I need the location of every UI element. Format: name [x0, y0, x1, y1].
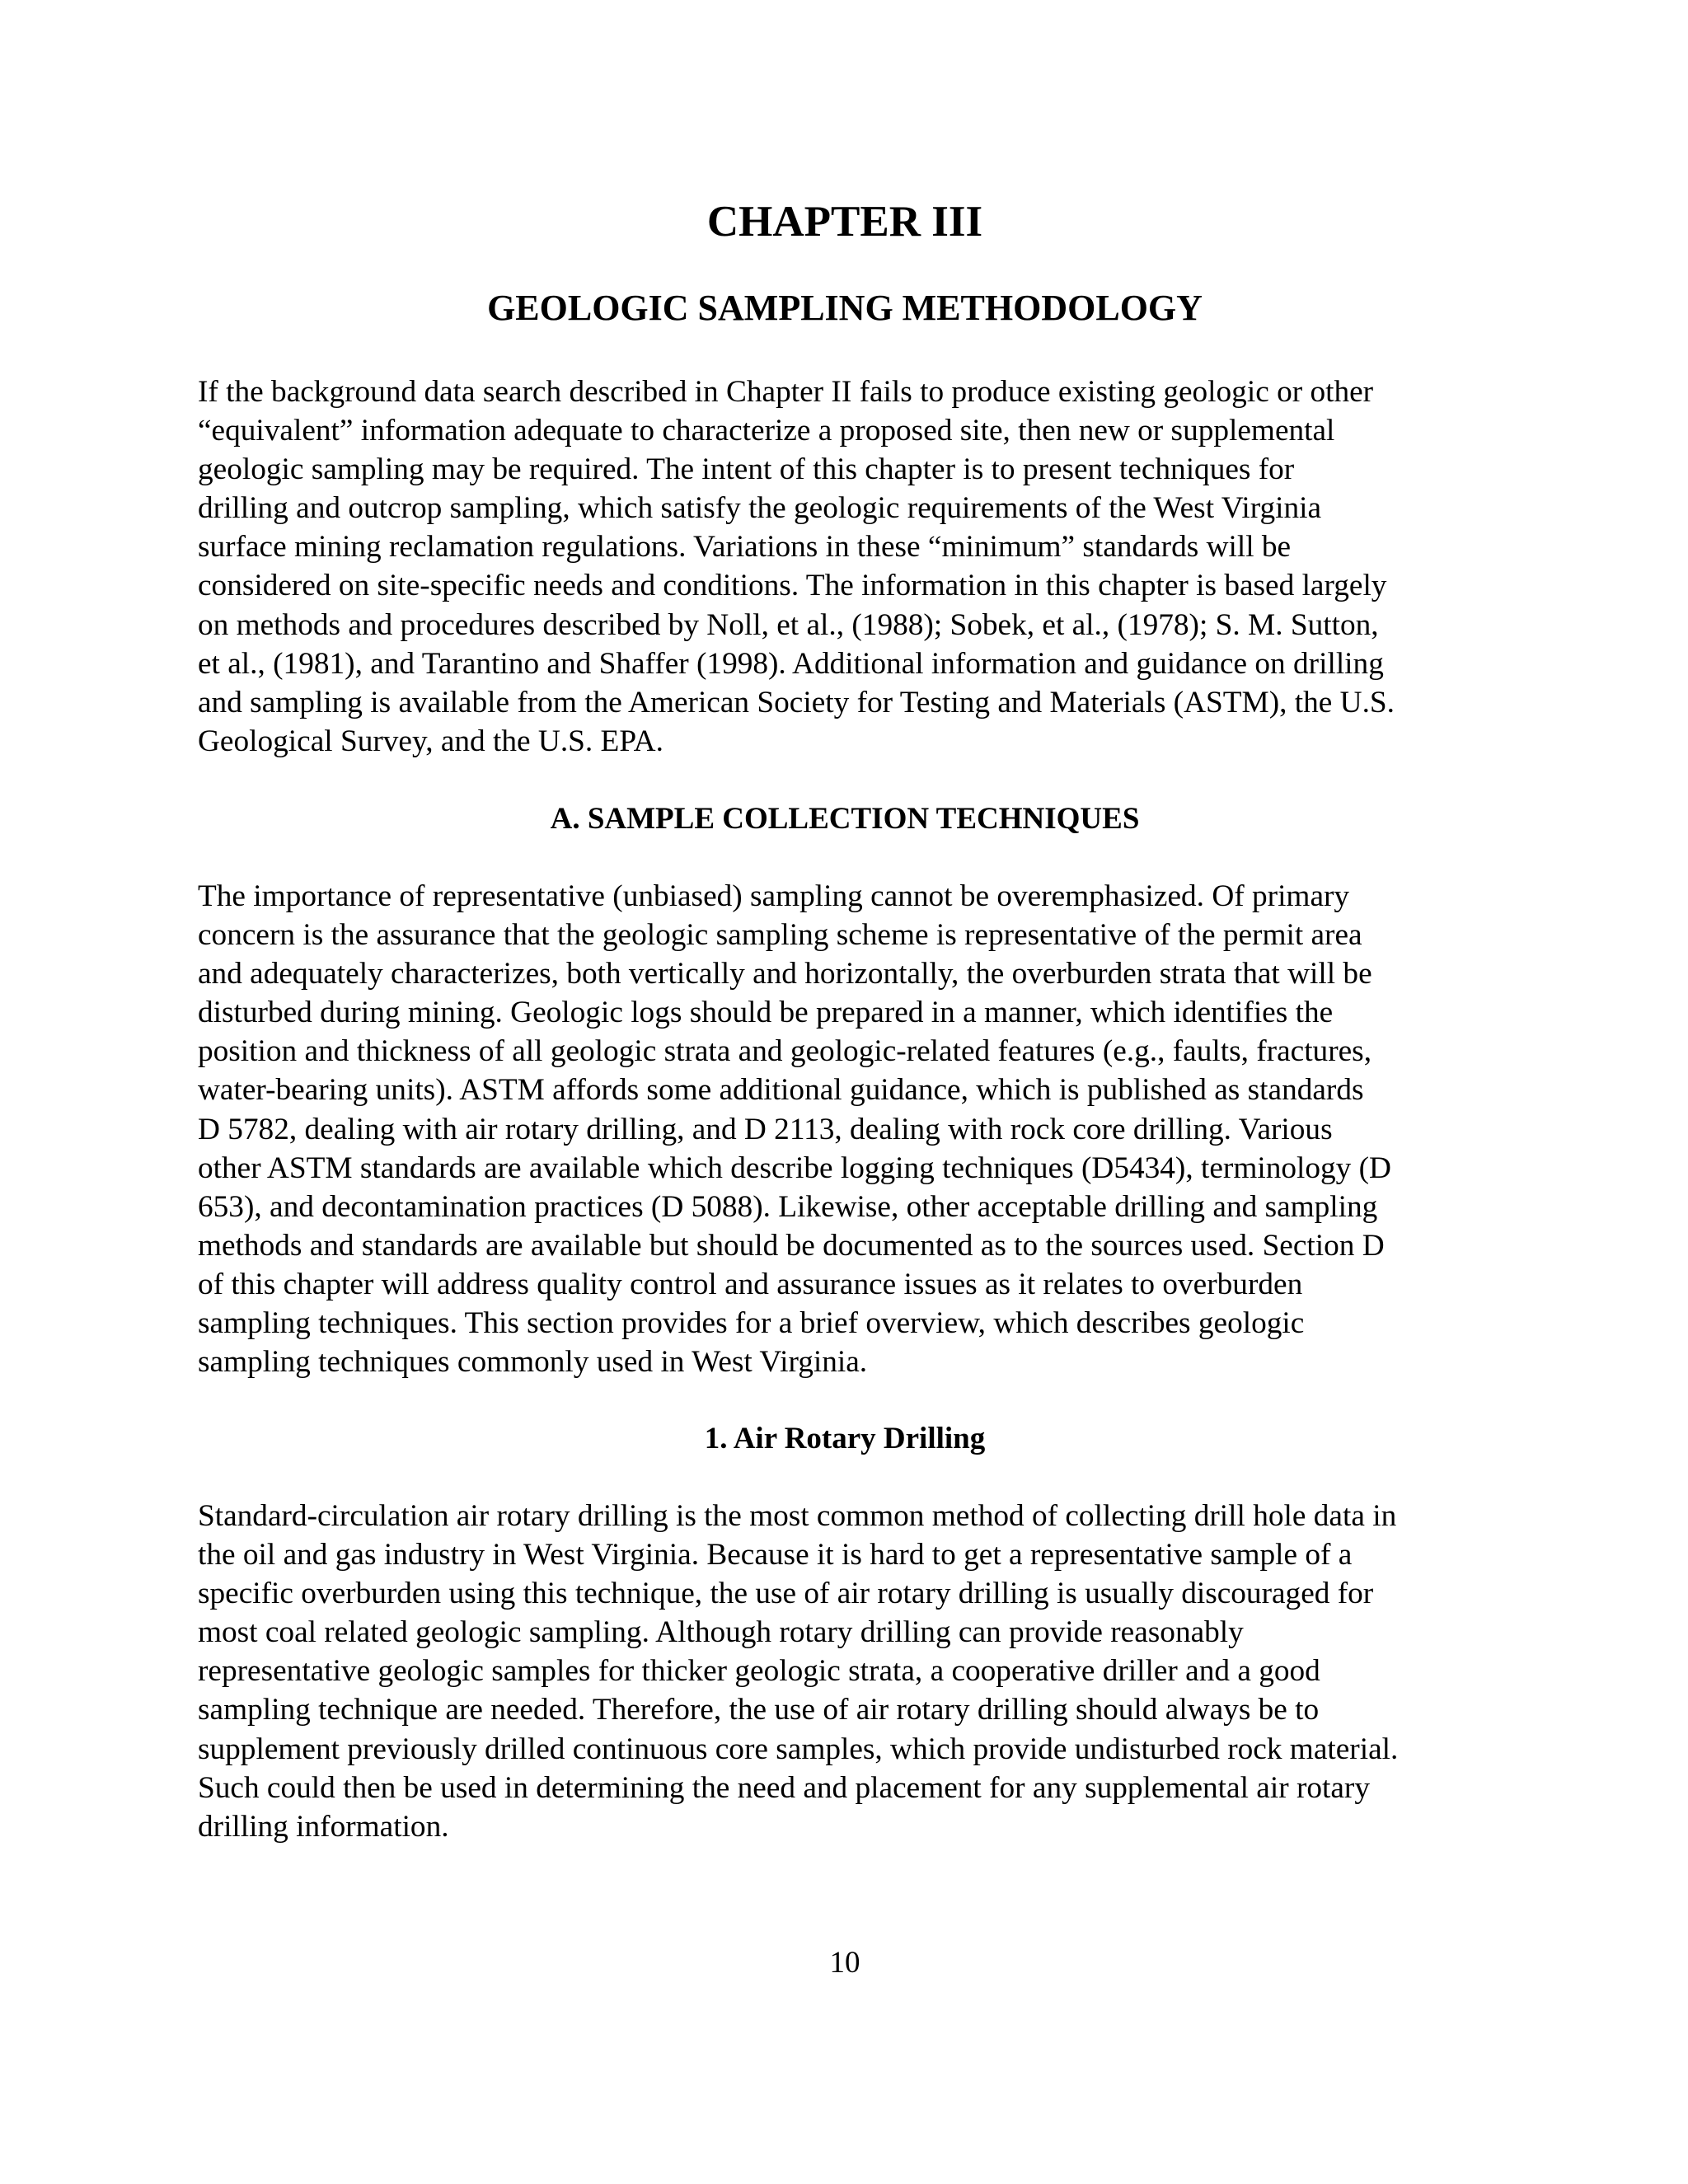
section-1-paragraph: [198, 1497, 1492, 1846]
intro-line: drilling and outcrop sampling, which satisfy the geologic requirements of the West Virginia: [198, 491, 1322, 526]
section-a-line: other ASTM standards are available which describe logging techniques (D5434), terminology (D: [198, 1151, 1391, 1185]
chapter-title: CHAPTER III: [706, 198, 983, 246]
section-1-line: the oil and gas industry in West Virginia. Because it is hard to get a representative sample of a: [198, 1538, 1353, 1572]
section-a-line: water-bearing units). ASTM affords some additional guidance, which is published as standards: [198, 1073, 1364, 1108]
section-a-line: sampling techniques. This section provides for a brief overview, which describes geologic: [198, 1306, 1305, 1341]
chapter-subtitle: GEOLOGIC SAMPLING METHODOLOGY: [487, 288, 1203, 328]
section-a-line: The importance of representative (unbiased) sampling cannot be overemphasized. Of primary: [198, 879, 1350, 913]
section-a-line: of this chapter will address quality control and assurance issues as it relates to overburden: [198, 1267, 1303, 1301]
section-a-paragraph: [198, 877, 1492, 1381]
section-a-heading: A. SAMPLE COLLECTION TECHNIQUES: [550, 802, 1140, 836]
page-number: 10: [829, 1946, 860, 1980]
section-1-line: specific overburden using this technique, the use of air rotary drilling is usually discouraged for: [198, 1577, 1374, 1611]
intro-line: on methods and procedures described by Noll, et al., (1988); Sobek, et al., (1978); S. M. Sutton,: [198, 607, 1379, 642]
intro-line: considered on site-specific needs and conditions. The information in this chapter is based largely: [198, 569, 1387, 603]
section-a-line: and adequately characterizes, both vertically and horizontally, the overburden strata that will be: [198, 957, 1372, 991]
intro-line: and sampling is available from the American Society for Testing and Materials (ASTM), the U.S.: [198, 685, 1395, 719]
intro-line: geologic sampling may be required. The intent of this chapter is to present techniques for: [198, 452, 1295, 487]
intro-line: et al., (1981), and Tarantino and Shaffer (1998). Additional information and guidance on drilling: [198, 646, 1384, 681]
section-a-line: disturbed during mining. Geologic logs should be prepared in a manner, which identifies the: [198, 996, 1334, 1030]
section-a-line: position and thickness of all geologic strata and geologic-related features (e.g., faults, fractures,: [198, 1034, 1372, 1069]
section-a-line: sampling techniques commonly used in West Virginia.: [198, 1345, 868, 1380]
section-1-line: most coal related geologic sampling. Although rotary drilling can provide reasonably: [198, 1615, 1244, 1650]
section-a-line: concern is the assurance that the geologic sampling scheme is representative of the permit area: [198, 918, 1362, 953]
section-a-line: 653), and decontamination practices (D 5088). Likewise, other acceptable drilling and sampling: [198, 1189, 1378, 1224]
section-1-line: Standard-circulation air rotary drilling is the most common method of collecting drill hole data in: [198, 1499, 1397, 1533]
intro-line: If the background data search described in Chapter II fails to produce existing geologic or other: [198, 375, 1374, 409]
section-1-heading: 1. Air Rotary Drilling: [704, 1422, 986, 1455]
intro-line: Geological Survey, and the U.S. EPA.: [198, 724, 663, 758]
section-a-line: methods and standards are available but should be documented as to the sources used. Section D: [198, 1228, 1385, 1263]
intro-line: surface mining reclamation regulations. Variations in these “minimum” standards will be: [198, 530, 1292, 565]
section-1-line: drilling information.: [198, 1809, 449, 1844]
document-page: [198, 0, 1492, 2184]
intro-paragraph: [198, 373, 1492, 761]
section-1-line: sampling technique are needed. Therefore, the use of air rotary drilling should always be to: [198, 1693, 1320, 1727]
section-1-line: Such could then be used in determining the need and placement for any supplemental air rotary: [198, 1770, 1370, 1805]
section-a-line: D 5782, dealing with air rotary drilling, and D 2113, dealing with rock core drilling. Various: [198, 1112, 1333, 1146]
section-1-line: supplement previously drilled continuous core samples, which provide undisturbed rock material.: [198, 1732, 1399, 1766]
intro-line: “equivalent” information adequate to characterize a proposed site, then new or supplemental: [198, 414, 1335, 448]
section-1-line: representative geologic samples for thicker geologic strata, a cooperative driller and a good: [198, 1654, 1320, 1689]
